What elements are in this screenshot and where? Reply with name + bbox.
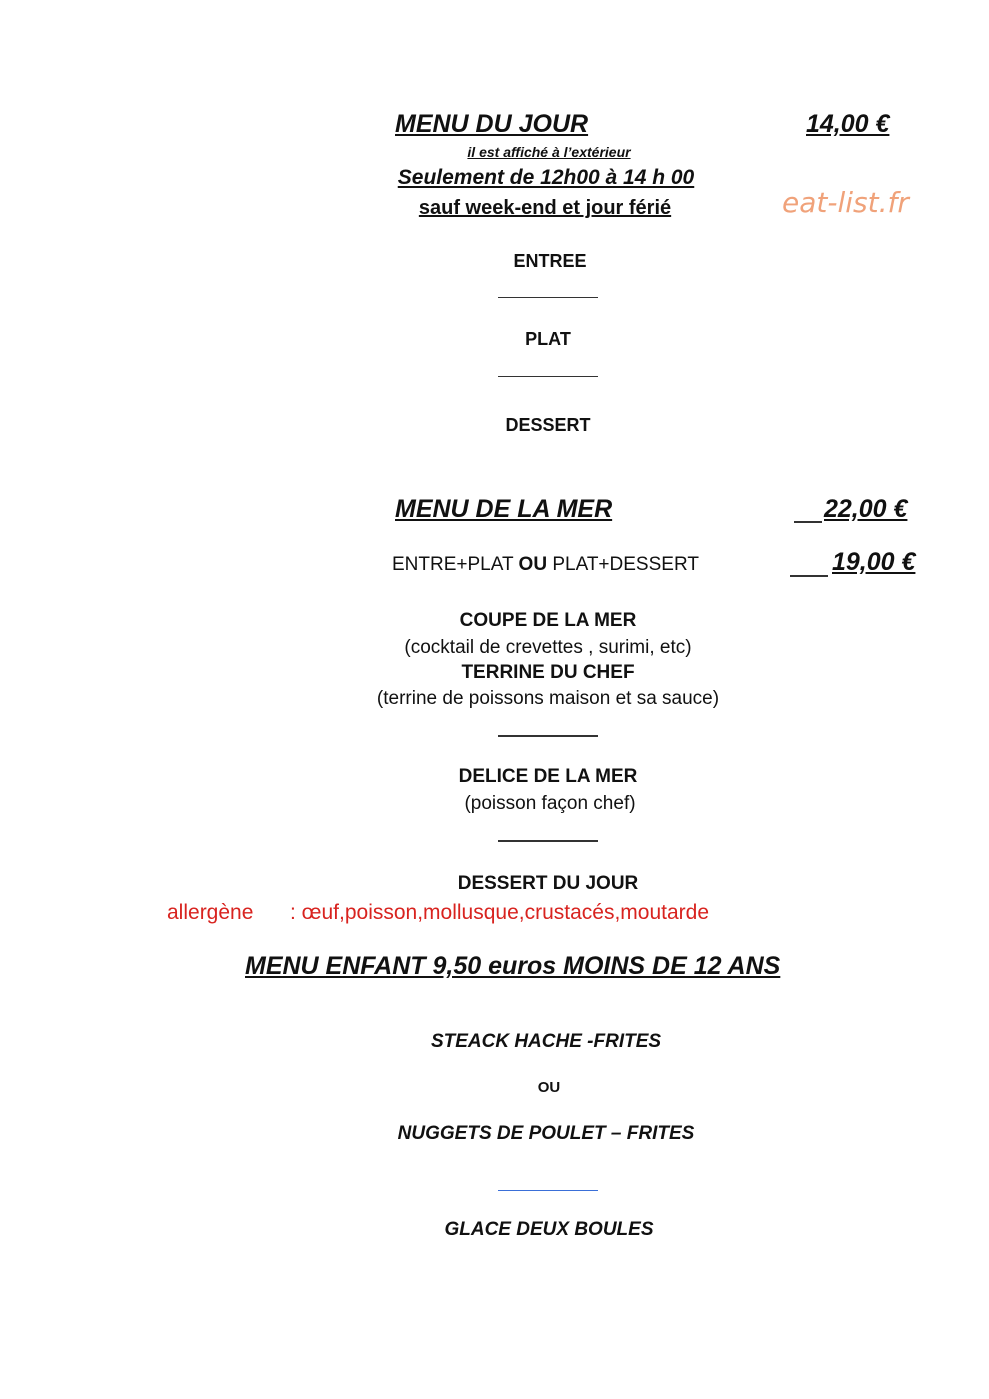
formula-part1: ENTRE+PLAT — [392, 554, 519, 575]
course-entree: ENTREE — [513, 251, 587, 271]
divider — [498, 840, 598, 842]
enfant-choice-nuggets: NUGGETS DE POULET – FRITES — [397, 1123, 695, 1144]
divider — [498, 376, 598, 377]
course-plat: PLAT — [525, 329, 571, 349]
menu-mer-formula-price: 19,00 € — [832, 548, 916, 576]
menu-du-jour-price: 14,00 € — [806, 110, 890, 138]
menu-du-jour-hours: Seulement de 12h00 à 14 h 00 — [397, 166, 695, 189]
item-coupe-desc: (cocktail de crevettes , surimi, etc) — [404, 637, 692, 658]
watermark: eat-list.fr — [782, 186, 909, 219]
menu-du-jour-exception: sauf week-end et jour férié — [418, 197, 672, 219]
formula-ou: OU — [518, 554, 548, 575]
item-terrine-du-chef: TERRINE DU CHEF — [461, 662, 635, 683]
menu-mer-price: 22,00 € — [824, 495, 908, 523]
menu-mer-formula — [392, 554, 699, 576]
allergen-label: allergène — [167, 901, 254, 924]
divider — [498, 735, 598, 737]
enfant-dessert: GLACE DEUX BOULES — [444, 1219, 654, 1240]
formula-part2: PLAT+DESSERT — [547, 554, 699, 575]
price-underline — [794, 521, 822, 523]
enfant-or: OU — [537, 1079, 561, 1096]
divider — [498, 297, 598, 298]
item-coupe-de-la-mer: COUPE DE LA MER — [459, 610, 637, 631]
item-dessert-du-jour: DESSERT DU JOUR — [457, 873, 639, 894]
menu-du-jour-note: il est affiché à l’extérieur — [467, 144, 631, 160]
course-dessert: DESSERT — [505, 415, 591, 435]
allergen-list: : œuf,poisson,mollusque,crustacés,moutarde — [290, 901, 710, 924]
enfant-choice-steack: STEACK HACHE -FRITES — [430, 1031, 662, 1052]
item-terrine-desc: (terrine de poissons maison et sa sauce) — [376, 688, 720, 709]
menu-du-jour-title: MENU DU JOUR — [395, 110, 589, 138]
price-underline — [790, 575, 828, 577]
menu-enfant-title: MENU ENFANT 9,50 euros MOINS DE 12 ANS — [245, 952, 781, 980]
item-delice-desc: (poisson façon chef) — [464, 793, 636, 814]
menu-mer-title: MENU DE LA MER — [395, 495, 613, 523]
divider-blue — [498, 1190, 598, 1191]
item-delice-de-la-mer: DELICE DE LA MER — [458, 766, 638, 787]
